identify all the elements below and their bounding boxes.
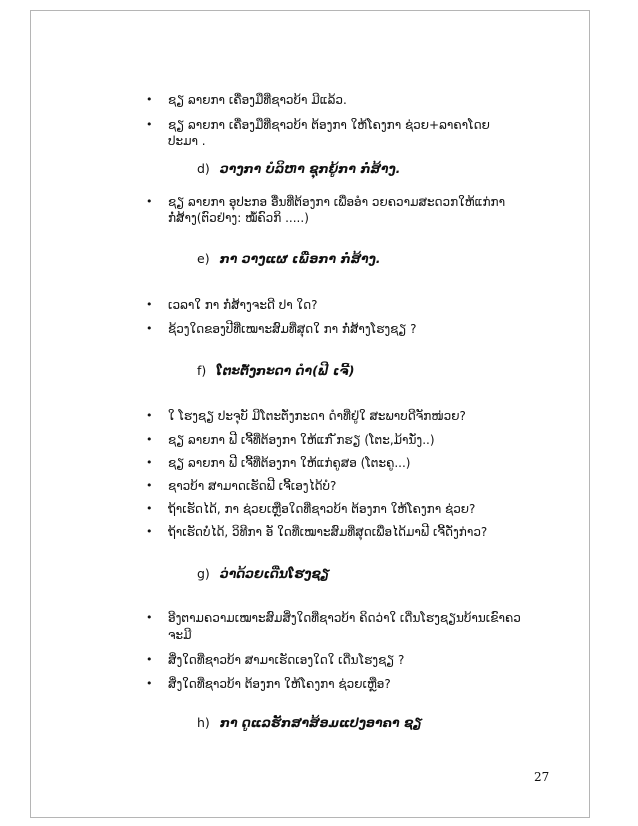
bullet-marker: •: [146, 611, 153, 624]
heading-letter: d): [197, 161, 210, 176]
heading-text: ກາ ວາງແຜ ເພື່ອກາ ກໍ່ສ້າງ.: [219, 251, 381, 266]
section-heading-e: [197, 250, 381, 268]
list-item-text: ຊຽ ລາຍກາ ຟີ ເຈີ້ທີ່ຕ້ອງກາ ໃຫ້ແກ່ ັກຮຽ (ໂຕະ,ມ້ານັ່ງ..): [168, 433, 435, 447]
list-item-text: ຊາວບ້າ ສາມາດເຮັດຟີ ເຈີ້ເອງໄດ້ບໍ?: [168, 479, 337, 493]
list-item-text: ສິ່ງໃດທີ່ຊາວບ້າ ສາມາເຮັດເອງໃດໃ ເດີ່ນໂຮງຊຽ ?: [168, 653, 405, 667]
section-heading-d: [197, 160, 400, 178]
bullet-marker: •: [146, 502, 153, 515]
page-number: 27: [534, 770, 550, 784]
heading-text: ໂຕະຕັ່ງກະດາ ດຳ(ຟີ ເຈີ້): [216, 363, 355, 378]
section-heading-h: [197, 714, 422, 732]
list-item-text: ຊຽ ລາຍກາ ເຄື່ອງມືທີ່ຊາວບ້າ ຕ້ອງກາ ໃຫ້ໂຄງກາ ຊ່ວຍ+ລາຄາໂດຍ: [168, 118, 490, 132]
bullet-marker: •: [146, 195, 153, 208]
list-item-continuation: ຈະມີ: [168, 628, 192, 642]
heading-text: ວ່າດ້ວຍເດີ່ນໂຮງຊຽ: [219, 566, 330, 581]
bullet-marker: •: [146, 653, 153, 666]
section-heading-f: [197, 362, 354, 380]
list-item-text: ເວລາໃ ກາ ກໍ່ສ້າງຈະດີ ປາ ໃດ?: [168, 298, 318, 312]
bullet-marker: •: [146, 298, 153, 311]
bullet-marker: •: [146, 525, 153, 538]
heading-letter: f): [197, 363, 207, 378]
list-item-text: ຊຽ ລາຍກາ ເຄື່ອງມືທີ່ຊາວບ້າ ມີແລ້ວ.: [168, 93, 347, 107]
list-item-text: ໃ ໂຮງຊຽ ປະຈຸບັ ມີໂຕະຕັ່ງກະດາ ດຳທີ່ຢູ່ໃ ສະພາບດີຈັກໜ່ວຍ?: [168, 409, 466, 423]
bullet-marker: •: [146, 322, 153, 335]
list-item-text: ຊ້ວງໃດຂອງປີທີ່ເໝາະສົມທີ່ສຸດໃ ກາ ກໍ່ສ້າງໂຮງຊຽ ?: [168, 322, 417, 336]
heading-text: ວາງກາ ບໍລິຫາ ຊຸກຍູ້ກາ ກໍ່ສ້າງ.: [219, 161, 401, 176]
bullet-marker: •: [146, 118, 153, 131]
heading-letter: h): [197, 715, 210, 730]
list-item-text: ຖ້າເຮັດໄດ້, ກາ ຊ່ວຍເຫຼືອໃດທີ່ຊາວບ້າ ຕ້ອງກາ ໃຫ້ໂຄງກາ ຊ່ວຍ?: [168, 502, 476, 516]
section-heading-g: [197, 565, 329, 583]
list-item-text: ສິ່ງໃດທີ່ຊາວບ້າ ຕ້ອງກາ ໃຫ້ໂຄງກາ ຊ່ວຍເຫຼືອ?: [168, 677, 391, 691]
heading-letter: e): [197, 251, 210, 266]
bullet-marker: •: [146, 433, 153, 446]
list-item-continuation: ກໍ່ສ້າງ(ຕົວຢ່າງ: ໝໍ້ຄົວກິ .....): [168, 211, 309, 225]
bullet-marker: •: [146, 409, 153, 422]
list-item-continuation: ປະມາ .: [168, 134, 206, 148]
list-item-text: ຊຽ ລາຍກາ ອຸປະກອ ອື່ນທີ່ຕ້ອງກາ ເພື່ອອຳ ວຍຄວາມສະດວກໃຫ້ແກ່ກາ: [168, 195, 506, 209]
bullet-marker: •: [146, 456, 153, 469]
bullet-marker: •: [146, 479, 153, 492]
heading-letter: g): [197, 566, 210, 581]
list-item-text: ອີງຕາມຄວາມເໝາະສົມສິ່ງໃດທີ່ຊາວບ້າ ຄິດວ່າໃ ເດີ່ນໂຮງຊຽນບ້ານເຂົາຄວ: [168, 611, 521, 625]
heading-text: ກາ ດູແລຮັກສາສ້ອມແປງອາຄາ ຊຽ: [219, 715, 422, 730]
list-item-text: ຖ້າເຮັດບໍ່ໄດ້, ວິທີກາ ອັ ໃດທີ່ເໝາະສົມທີ່ສຸດເພື່ອໄດ້ມາຟີ ເຈີ້ດັ່ງກ່າວ?: [168, 525, 488, 539]
bullet-marker: •: [146, 93, 153, 106]
list-item-text: ຊຽ ລາຍກາ ຟີ ເຈີ້ທີ່ຕ້ອງກາ ໃຫ້ແກ່ຄູສອ (ໂຕະຄູ...): [168, 456, 411, 470]
bullet-marker: •: [146, 677, 153, 690]
